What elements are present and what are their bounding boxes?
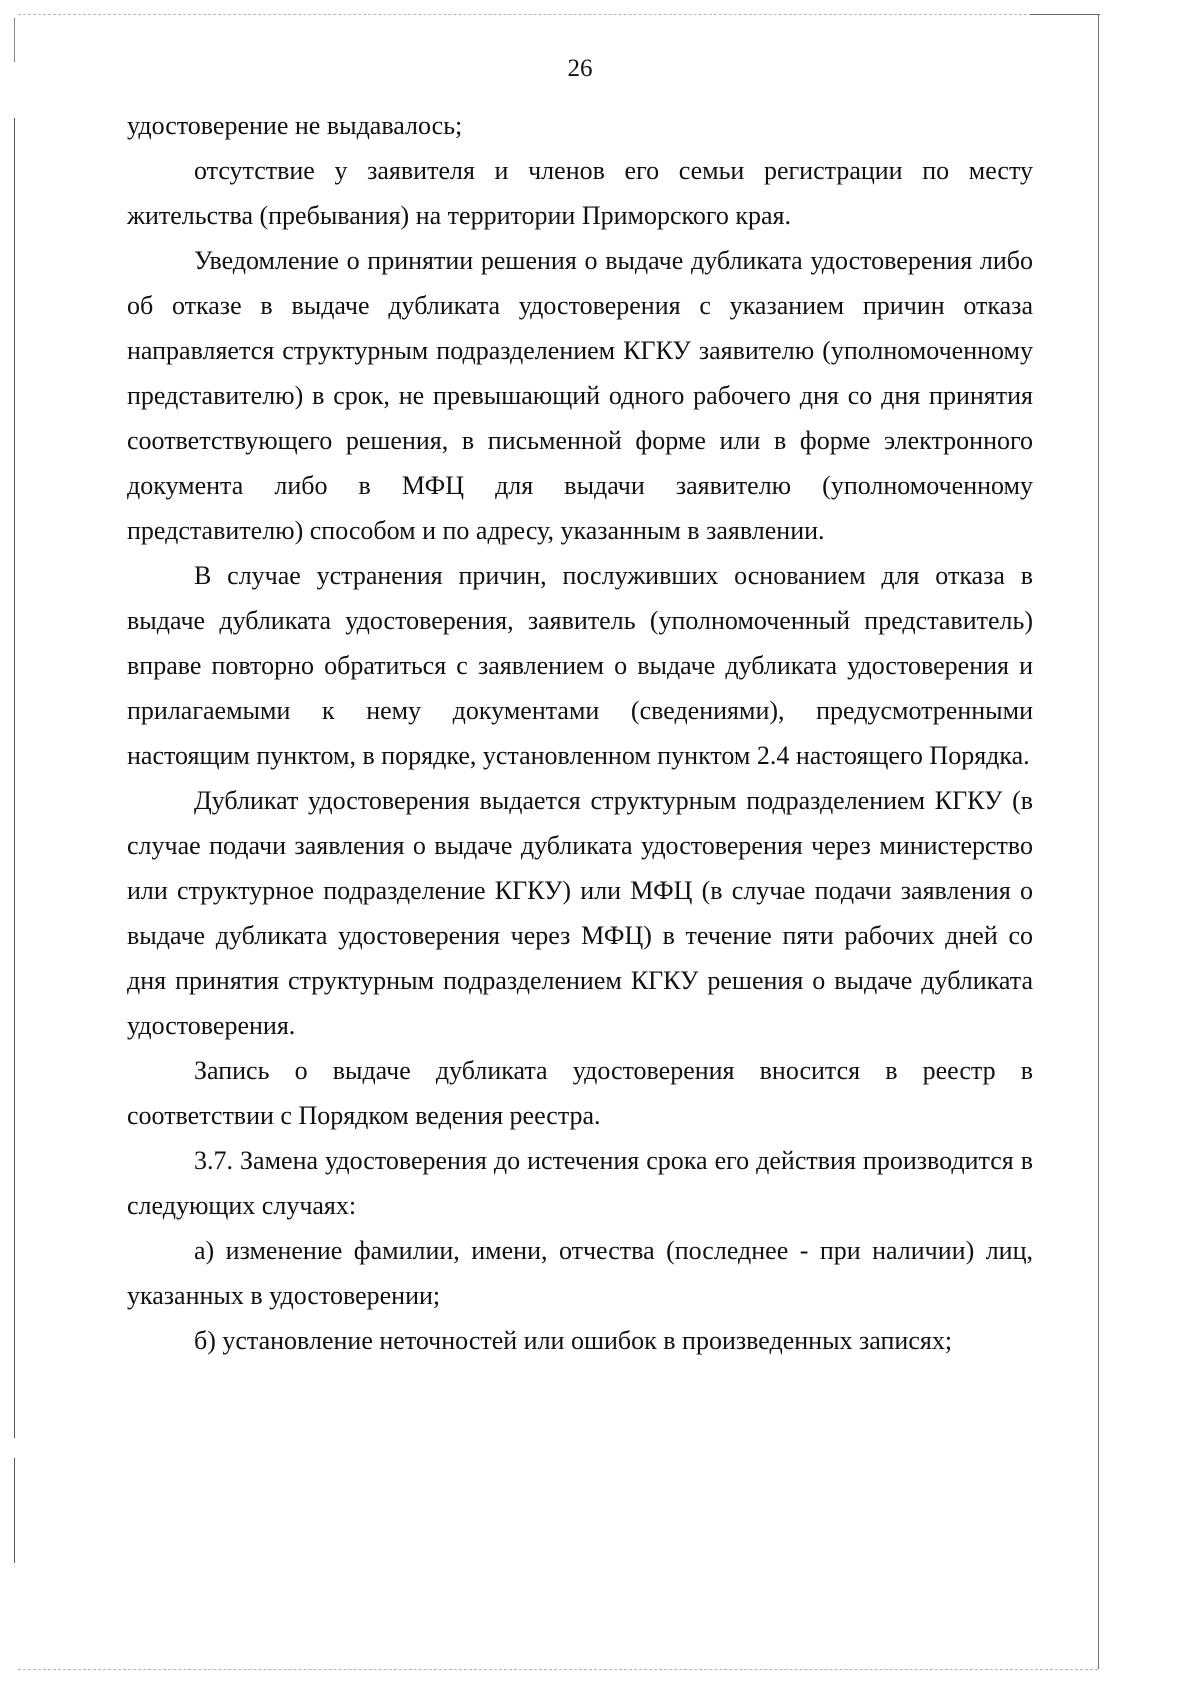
paragraph: а) изменение фамилии, имени, отчества (последнее - при наличии) лиц, указанных в удостоверении; [127, 1236, 1033, 1310]
page-number: 26 [567, 55, 593, 82]
paragraph: б) установление неточностей или ошибок в произведенных записях; [194, 1326, 953, 1355]
scan-edge-top [18, 14, 1082, 15]
paragraph: В случае устранения причин, послуживших основанием для отказа в выдаче дубликата удостоверения, заявитель (уполномоченный представитель) вправе повторно обратиться с заявлением о выдаче дубликата удостоверения и прилагаемыми к нему документами (сведениями), предусмотренными настоящим пунктом, в порядке, установленном пунктом 2.4 настоящего Порядка. [127, 561, 1033, 770]
scan-edge-left [14, 118, 15, 1438]
paragraph: Дубликат удостоверения выдается структурным подразделением КГКУ (в случае подачи заявления о выдаче дубликата удостоверения через министерство или структурное подразделение КГКУ) или МФЦ (в случае подачи заявления о выдаче дубликата удостоверения через МФЦ) в течение пяти рабочих дней со дня принятия структурным подразделением КГКУ решения о выдаче дубликата удостоверения. [127, 786, 1033, 1040]
scan-edge-bottom [18, 1669, 1098, 1670]
paragraph: удостоверение не выдавалось; [127, 111, 463, 140]
document-body [127, 103, 1033, 1363]
scan-edge-left [14, 1458, 15, 1563]
scan-edge-right [1098, 14, 1099, 1669]
paragraph: отсутствие у заявителя и членов его семьи регистрации по месту жительства (пребывания) на территории Приморского края. [127, 156, 1033, 230]
scan-edge-top-solid [1030, 14, 1100, 15]
paragraph: 3.7. Замена удостоверения до истечения срока его действия производится в следующих случаях: [127, 1146, 1033, 1220]
paragraph: Запись о выдаче дубликата удостоверения вносится в реестр в соответствии с Порядком ведения реестра. [127, 1056, 1033, 1130]
paragraph: Уведомление о принятии решения о выдаче дубликата удостоверения либо об отказе в выдаче дубликата удостоверения с указанием причин отказа направляется структурным подразделением КГКУ заявителю (уполномоченному представителю) в срок, не превышающий одного рабочего дня со дня принятия соответствующего решения, в письменной форме или в форме электронного документа либо в МФЦ для выдачи заявителю (уполномоченному представителю) способом и по адресу, указанным в заявлении. [127, 246, 1033, 545]
